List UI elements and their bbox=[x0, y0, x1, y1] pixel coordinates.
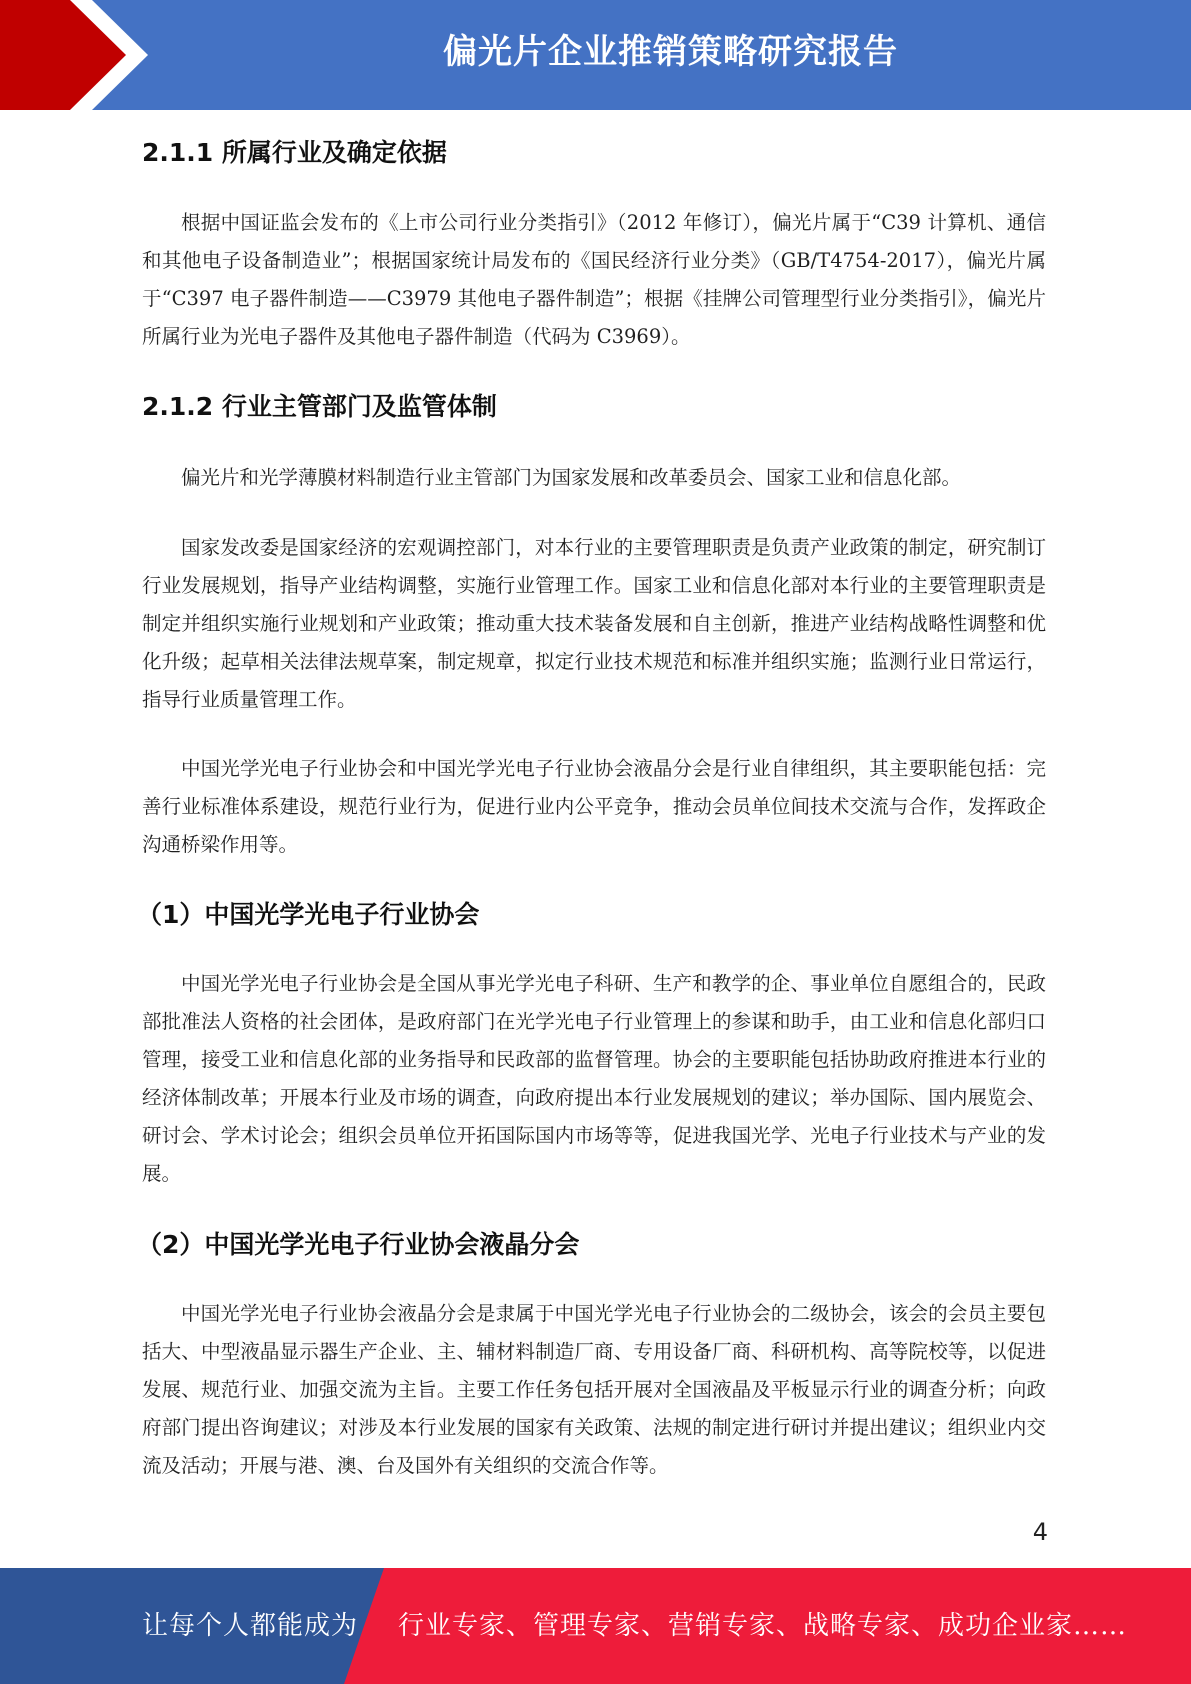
header-chevron-icon bbox=[0, 0, 160, 110]
footer-banner bbox=[0, 1568, 1191, 1684]
report-title: 偏光片企业推销策略研究报告 bbox=[443, 32, 898, 72]
subsection-heading: （2）中国光学光电子行业协会液晶分会 bbox=[137, 1230, 580, 1259]
paragraph: 中国光学光电子行业协会液晶分会是隶属于中国光学光电子行业协会的二级协会，该会的会员主要包括大、中型液晶显示器生产企业、主、辅材料制造厂商、专用设备厂商、科研机构、高等院校等，以促进发展、规范行业、加强交流为主旨。主要工作任务包括开展对全国液晶及平板显示行业的调查分析；向政府部门提出咨询建议；对涉及本行业发展的国家有关政策、法规的制定进行研讨并提出建议；组织业内交流及活动；开展与港、澳、台及国外有关组织的交流合作等。 bbox=[142, 1302, 1046, 1477]
paragraph: 偏光片和光学薄膜材料制造行业主管部门为国家发展和改革委员会、国家工业和信息化部。 bbox=[181, 466, 962, 489]
paragraph: 国家发改委是国家经济的宏观调控部门，对本行业的主要管理职责是负责产业政策的制定，研究制订行业发展规划，指导产业结构调整，实施行业管理工作。国家工业和信息化部对本行业的主要管理职责是制定并组织实施行业规划和产业政策；推动重大技术装备发展和自主创新，推进产业结构战略性调整和优化升级；起草相关法律法规草案，制定规章，拟定行业技术规范和标准并组织实施；监测行业日常运行，指导行业质量管理工作。 bbox=[142, 536, 1046, 711]
page-number: 4 bbox=[1032, 1518, 1048, 1546]
section-heading: 2.1.1 所属行业及确定依据 bbox=[142, 138, 447, 167]
subsection-heading: （1）中国光学光电子行业协会 bbox=[137, 900, 480, 929]
paragraph: 根据中国证监会发布的《上市公司行业分类指引》（2012 年修订），偏光片属于“C39 计算机、通信和其他电子设备制造业”；根据国家统计局发布的《国民经济行业分类》（GB/T4754-2017），偏光片属于“C397 电子器件制造——C3979 其他电子器件制造”；根据《挂牌公司管理型行业分类指引》，偏光片所属行业为光电子器件及其他电子器件制造（代码为 C3969）。 bbox=[142, 211, 1046, 348]
paragraph: 中国光学光电子行业协会是全国从事光学光电子科研、生产和教学的企、事业单位自愿组合的，民政部批准法人资格的社会团体，是政府部门在光学光电子行业管理上的参谋和助手，由工业和信息化部归口管理，接受工业和信息化部的业务指导和民政部的监督管理。协会的主要职能包括协助政府推进本行业的经济体制改革；开展本行业及市场的调查，向政府提出本行业发展规划的建议；举办国际、国内展览会、研讨会、学术讨论会；组织会员单位开拓国际国内市场等等，促进我国光学、光电子行业技术与产业的发展。 bbox=[142, 972, 1046, 1185]
footer-slogan-left: 让每个人都能成为 bbox=[142, 1611, 359, 1641]
section-heading: 2.1.2 行业主管部门及监管体制 bbox=[142, 392, 497, 421]
paragraph: 中国光学光电子行业协会和中国光学光电子行业协会液晶分会是行业自律组织，其主要职能包括：完善行业标准体系建设，规范行业行为，促进行业内公平竞争，推动会员单位间技术交流与合作，发挥政企沟通桥梁作用等。 bbox=[142, 757, 1046, 856]
header-bar bbox=[0, 0, 1191, 110]
footer-slogan-right: 行业专家、管理专家、营销专家、战略专家、成功企业家…… bbox=[398, 1611, 1128, 1641]
